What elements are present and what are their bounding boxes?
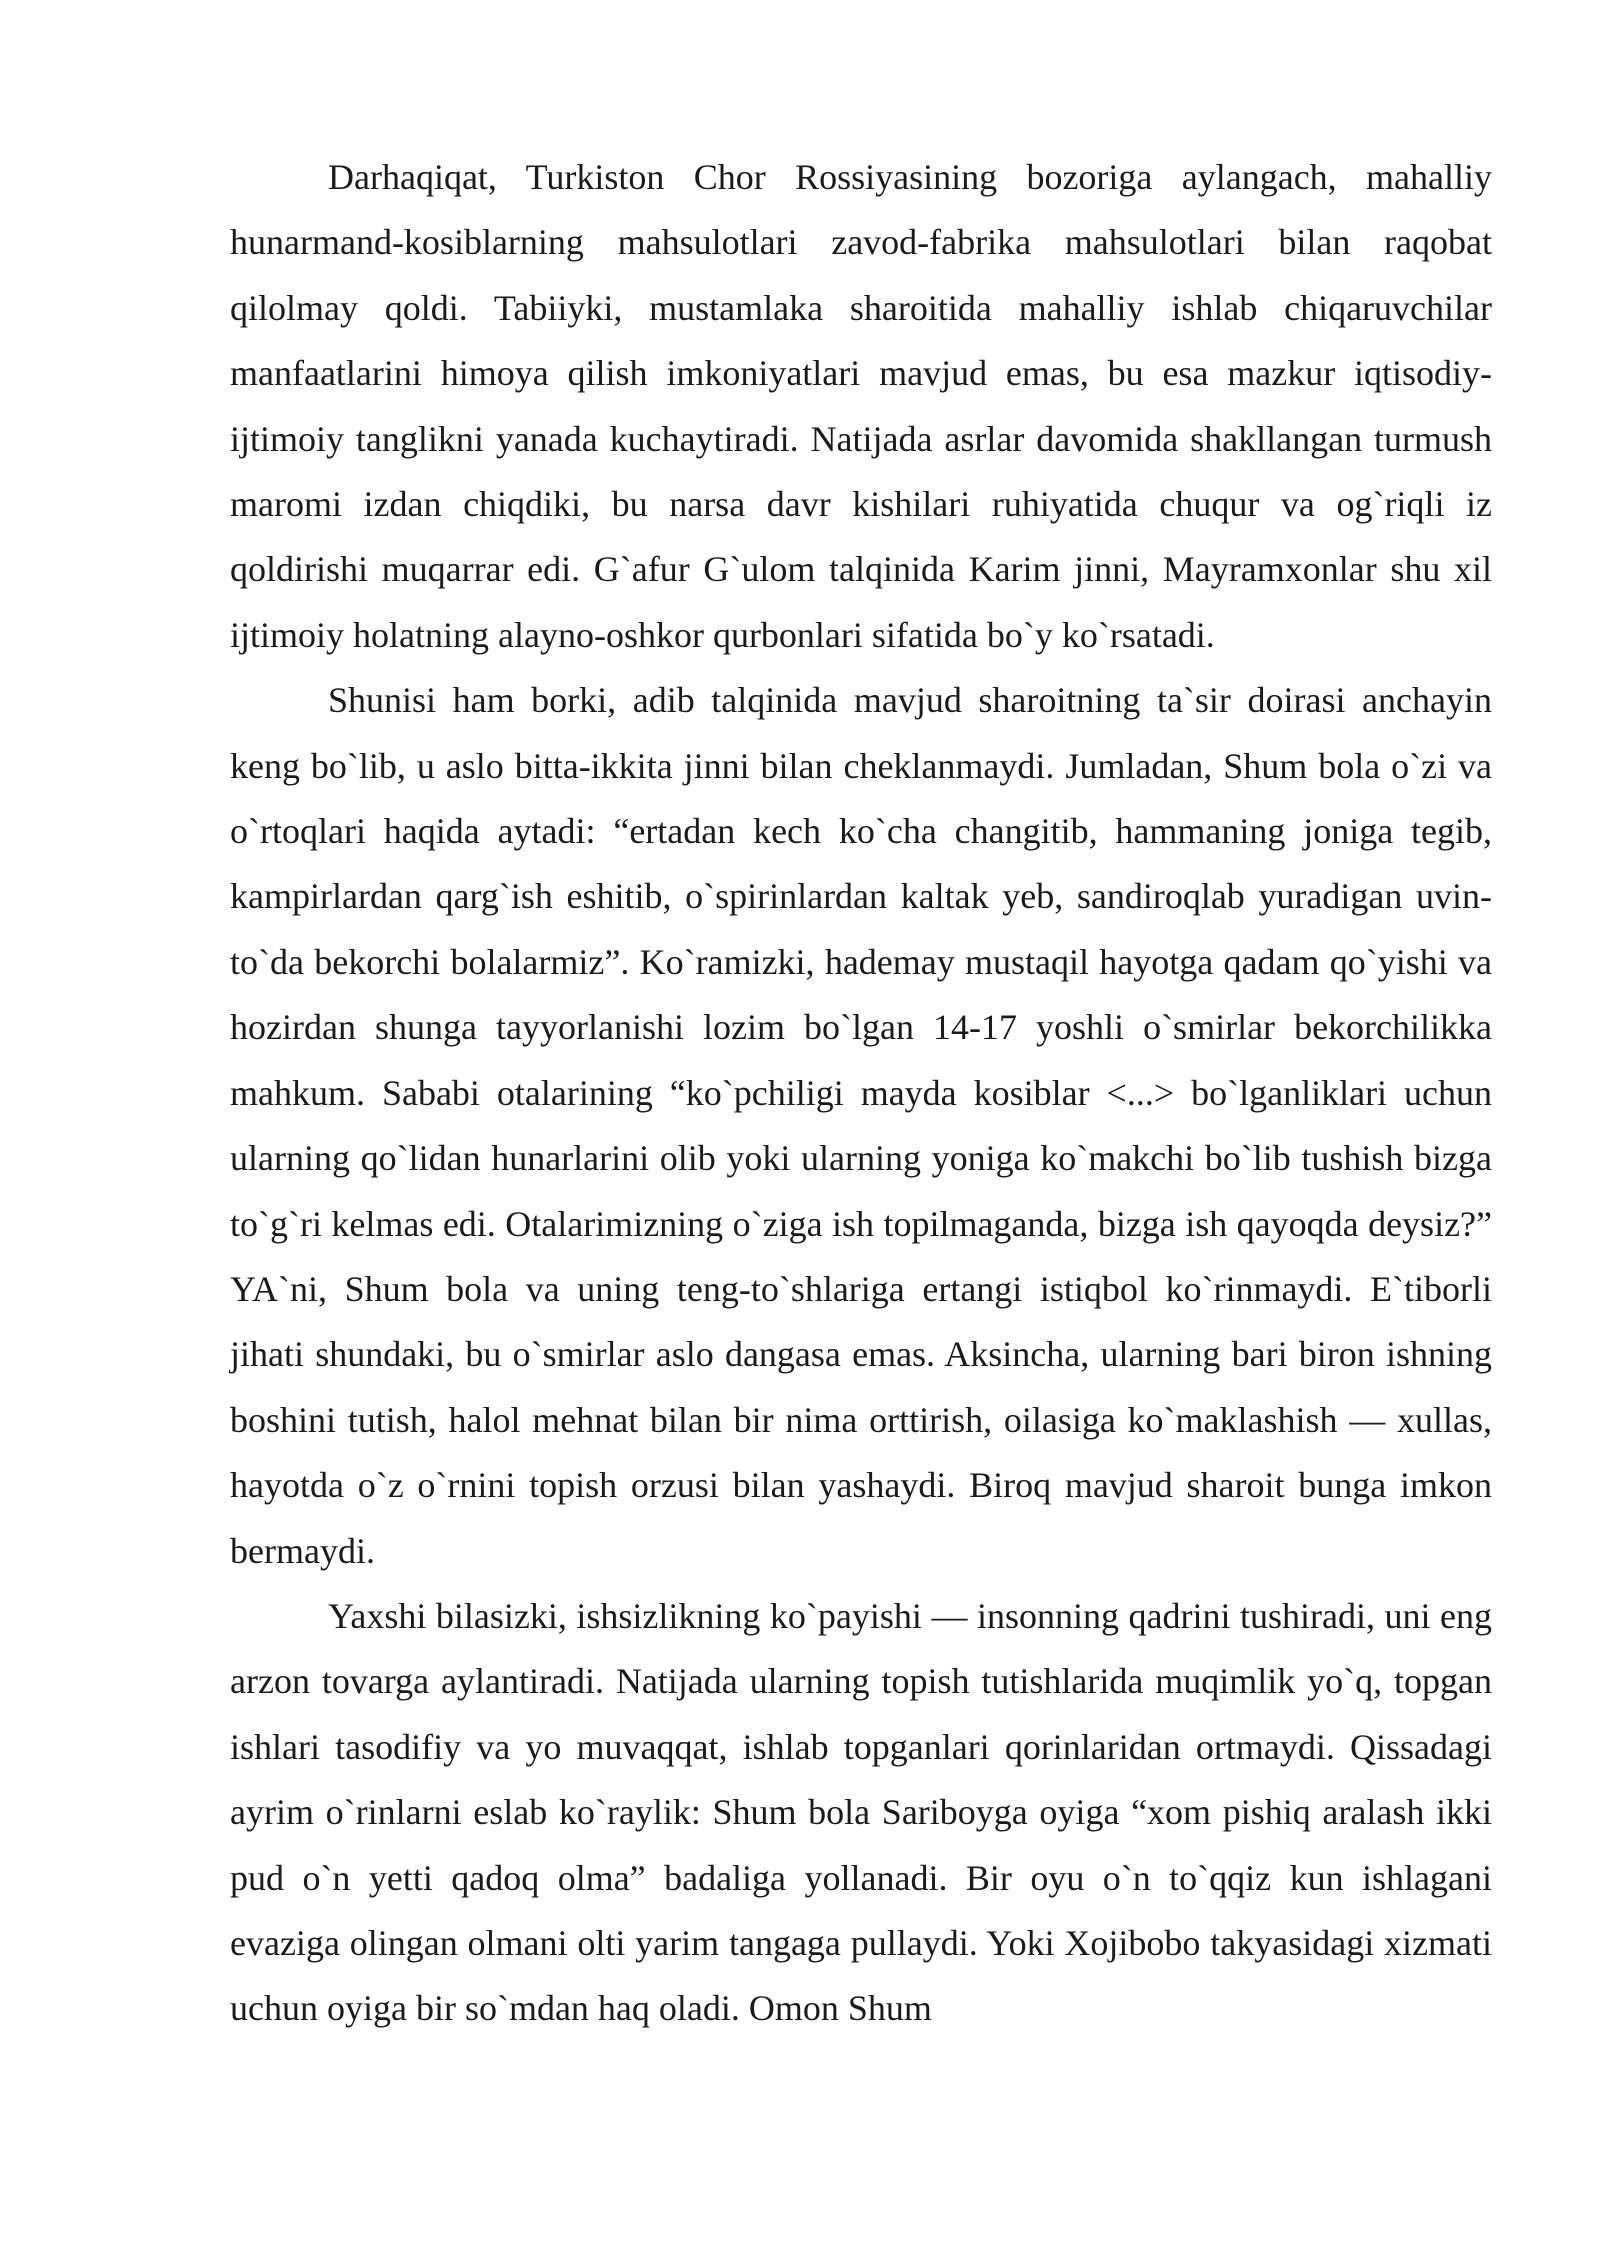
- paragraph-1: Darhaqiqat, Turkiston Chor Rossiyasining bozoriga aylangach, mahalliy hunarmand-kosiblarning mahsulotlari zavod-fabrika mahsulotlari bilan raqobat qilolmay qoldi. Tabiiyki, mustamlaka sharoitida mahalliy ishlab chiqaruvchilar manfaatlarini himoya qilish imkoniyatlari mavjud emas, bu esa mazkur iqtisodiy-ijtimoiy tanglikni yanada kuchaytiradi. Natijada asrlar davomida shakllangan turmush maromi izdan chiqdiki, bu narsa davr kishilari ruhiyatida chuqur va og`riqli iz qoldirishi muqarrar edi. G`afur G`ulom talqinida Karim jinni, Mayramxonlar shu xil ijtimoiy holatning alayno-oshkor qurbonlari sifatida bo`y ko`rsatadi.: [230, 157, 1492, 655]
- paragraph-2: Shunisi ham borki, adib talqinida mavjud sharoitning ta`sir doirasi anchayin keng bo`lib, u aslo bitta-ikkita jinni bilan cheklanmaydi. Jumladan, Shum bola o`zi va o`rtoqlari haqida aytadi: “ertadan kech ko`cha changitib, hammaning joniga tegib, kampirlardan qarg`ish eshitib, o`spirinlardan kaltak yeb, sandiroqlab yuradigan uvin-to`da bekorchi bolalarmiz”. Ko`ramizki, hademay mustaqil hayotga qadam qo`yishi va hozirdan shunga tayyorlanishi lozim bo`lgan 14-17 yoshli o`smirlar bekorchilikka mahkum. Sababi otalarining “ko`pchiligi mayda kosiblar <...> bo`lganliklari uchun ularning qo`lidan hunarlarini olib yoki ularning yoniga ko`makchi bo`lib tushish bizga to`g`ri kelmas edi. Otalarimizning o`ziga ish topilmaganda, bizga ish qayoqda deysiz?” YA`ni, Shum bola va uning teng-to`shlariga ertangi istiqbol ko`rinmaydi. E`tiborli jihati shundaki, bu o`smirlar aslo dangasa emas. Aksincha, ularning bari biron ishning boshini tutish, halol mehnat bilan bir nima orttirish, oilasiga ko`maklashish — xullas, hayotda o`z o`rnini topish orzusi bilan yashaydi. Biroq mavjud sharoit bunga imkon bermaydi.: [230, 680, 1492, 1571]
- body-text: [230, 145, 1492, 2042]
- paragraph-3: Yaxshi bilasizki, ishsizlikning ko`payishi — insonning qadrini tushiradi, uni eng arzon tovarga aylantiradi. Natijada ularning topish tutishlarida muqimlik yo`q, topgan ishlari tasodifiy va yo muvaqqat, ishlab topganlari qorinlaridan ortmaydi. Qissadagi ayrim o`rinlarni eslab ko`raylik: Shum bola Sariboyga oyiga “xom pishiq aralash ikki pud o`n yetti qadoq olma” badaliga yollanadi. Bir oyu o`n to`qqiz kun ishlagani evaziga olingan olmani olti yarim tangaga pullaydi. Yoki Xojibobo takyasidagi xizmati uchun oyiga bir so`mdan haq oladi. Omon Shum: [230, 1595, 1492, 2029]
